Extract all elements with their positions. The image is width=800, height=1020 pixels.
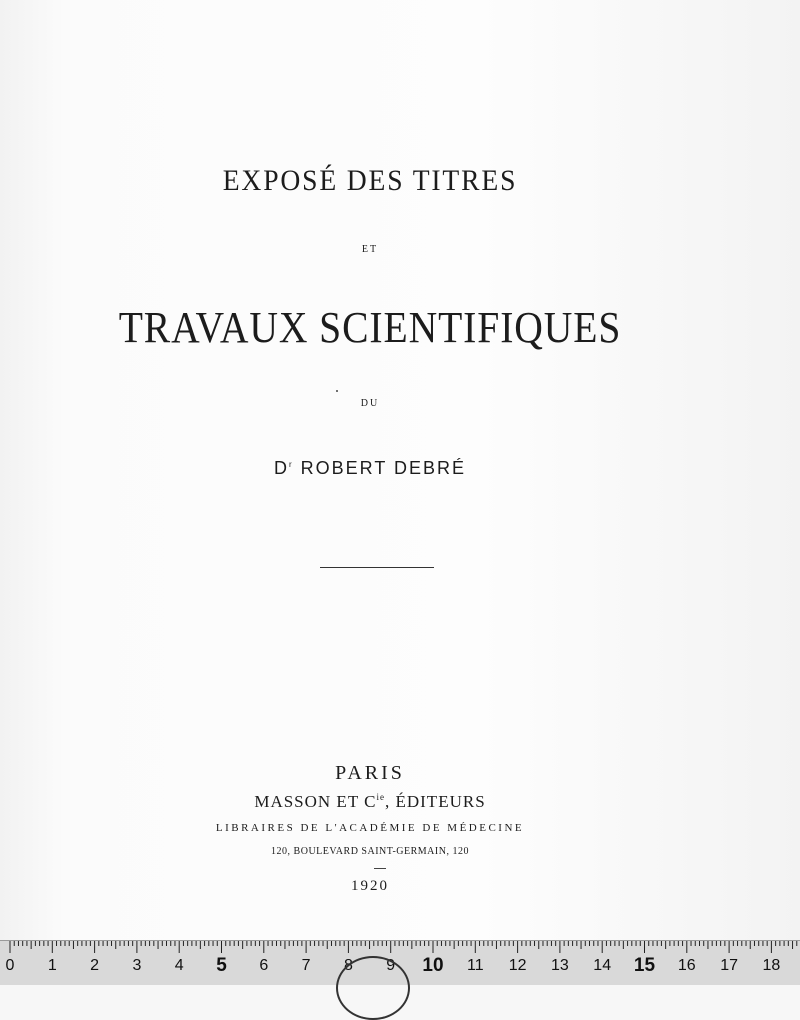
author-name-line — [0, 458, 740, 479]
imprint-publisher — [0, 792, 740, 812]
separator-rule — [320, 567, 434, 568]
publisher-main: MASSON ET C — [254, 792, 377, 811]
ruler-label: 9 — [386, 957, 396, 974]
ruler-label: 3 — [132, 957, 142, 974]
ruler-label: 2 — [90, 957, 100, 974]
ruler-label: 15 — [633, 955, 656, 976]
title-line-2: TRAVAUX SCIENTIFIQUES — [118, 303, 622, 352]
ruler-label: 11 — [466, 957, 484, 974]
ruler-label: 18 — [762, 957, 781, 974]
ink-speck — [336, 390, 338, 392]
title-line-1: EXPOSÉ DES TITRES — [222, 164, 518, 197]
author-prefix-superscript: r — [288, 460, 294, 469]
imprint-year: 1920 — [351, 878, 389, 894]
ruler-label: 10 — [422, 955, 444, 976]
publisher-rest: , ÉDITEURS — [384, 792, 486, 811]
ruler-label: 7 — [301, 957, 311, 974]
ruler-label: 6 — [259, 957, 269, 974]
ruler-label: 16 — [677, 957, 696, 974]
ruler-label: 8 — [343, 957, 353, 974]
ruler-label: 17 — [720, 957, 738, 974]
imprint-city: PARIS — [335, 762, 405, 784]
title-preposition: DU — [360, 398, 380, 409]
ruler-label: 13 — [550, 957, 569, 974]
ruler-label: 0 — [5, 957, 15, 974]
ruler-label: 14 — [593, 957, 612, 974]
ruler-label: 1 — [47, 957, 57, 974]
imprint-libraires: LIBRAIRES DE L'ACADÉMIE DE MÉDECINE — [215, 822, 525, 834]
imprint-address: 120, BOULEVARD SAINT-GERMAIN, 120 — [271, 846, 469, 857]
author-name: ROBERT DEBRÉ — [300, 458, 467, 478]
author-prefix: D — [273, 458, 289, 478]
ruler-label: 12 — [508, 957, 527, 974]
circular-stamp — [336, 956, 410, 1020]
ruler-label: 4 — [174, 957, 184, 974]
title-conjunction: ET — [361, 244, 379, 255]
publisher-superscript: ie — [376, 792, 385, 802]
ruler-label: 5 — [216, 955, 227, 976]
imprint-dash — [374, 868, 386, 869]
